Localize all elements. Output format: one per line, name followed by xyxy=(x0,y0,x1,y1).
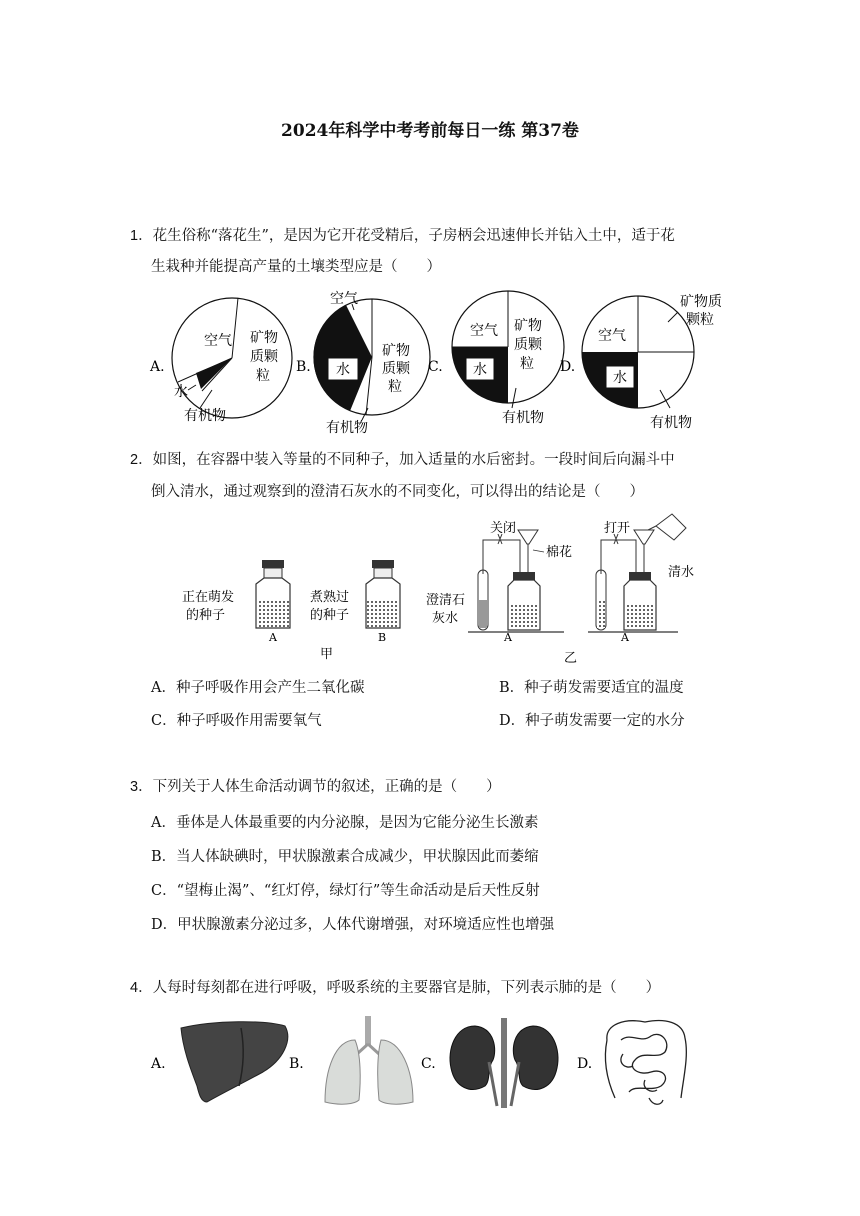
lungs-image xyxy=(325,1016,413,1104)
pie-c-mineral-2: 质颗 xyxy=(514,337,542,353)
q2-line1: 如图，在容器中装入等量的不同种子，加入适量的水后密封。一段时间后向漏斗中 xyxy=(152,452,675,468)
q2-option-d: D．种子萌发需要一定的水分 xyxy=(499,713,685,729)
label-boiled-1: 煮熟过 xyxy=(310,590,350,605)
pie-a-water: 水 xyxy=(174,384,188,400)
pie-a-mineral-3: 粒 xyxy=(256,368,270,384)
q1-line2: 生栽种并能提高产量的土壤类型应是（ ） xyxy=(151,259,441,275)
pie-d-mineral-1: 矿物质 xyxy=(680,294,722,310)
pie-a xyxy=(172,298,292,424)
bottle-a2-label: A xyxy=(504,631,512,644)
q2-option-b: B．种子萌发需要适宜的温度 xyxy=(499,680,684,696)
label-germinating-1: 正在萌发 xyxy=(182,590,235,605)
label-boiled-2: 的种子 xyxy=(310,608,350,623)
kidneys-image xyxy=(450,1018,558,1108)
q3-option-a: A．垂体是人体最重要的内分泌腺，是因为它能分泌生长激素 xyxy=(151,815,539,831)
bottle-a-group1 xyxy=(182,560,290,644)
bottle-a3-label: A xyxy=(621,631,629,644)
q3-stem xyxy=(130,772,501,802)
q4-organ-figures xyxy=(145,1010,705,1110)
q2-number: 2． xyxy=(130,452,153,468)
q3-option-d: D．甲状腺激素分泌过多，人体代谢增强，对环境适应性也增强 xyxy=(151,917,555,933)
pie-d xyxy=(582,293,722,431)
q2-option-c: C．种子呼吸作用需要氧气 xyxy=(151,713,322,729)
label-limewater-1: 澄清石 xyxy=(426,593,466,608)
q1-opt-d-label: D. xyxy=(560,359,576,375)
q2-line2: 倒入清水，通过观察到的澄清石灰水的不同变化，可以得出的结论是（ ） xyxy=(151,484,644,500)
pie-b-water: 水 xyxy=(336,362,350,378)
label-limewater-2: 灰水 xyxy=(432,611,459,626)
label-germinating-2: 的种子 xyxy=(186,608,226,623)
q1-opt-b-label: B. xyxy=(296,359,311,375)
q4-opt-c-label: C. xyxy=(421,1056,436,1072)
q4-line1: 人每时每刻都在进行呼吸，呼吸系统的主要器官是肺，下列表示肺的是（ ） xyxy=(152,980,661,996)
pie-a-mineral-2: 质颗 xyxy=(250,349,278,365)
pie-b-organic: 有机物 xyxy=(326,420,368,436)
q1-opt-c-label: C. xyxy=(428,359,443,375)
apparatus-open xyxy=(588,514,694,644)
pie-c-water: 水 xyxy=(473,362,487,378)
q1-line1: 花生俗称“落花生”，是因为它开花受精后，子房柄会迅速伸长并钻入土中，适于花 xyxy=(152,228,675,244)
q2-option-a: A．种子呼吸作用会产生二氧化碳 xyxy=(151,680,365,696)
q3-option-c: C．“望梅止渴”、“红灯停，绿灯行”等生命活动是后天性反射 xyxy=(151,883,540,899)
bottle-a-label: A xyxy=(269,631,277,644)
q4-number: 4． xyxy=(130,980,153,996)
label-cotton: 棉花 xyxy=(546,545,573,560)
pie-c-mineral-3: 粒 xyxy=(520,356,534,372)
q1-stem-line1 xyxy=(130,221,675,251)
pie-d-water: 水 xyxy=(613,370,627,386)
q1-number: 1． xyxy=(130,228,153,244)
q4-opt-b-label: B. xyxy=(289,1056,304,1072)
q3-option-b: B．当人体缺碘时，甲状腺激素合成减少，甲状腺因此而萎缩 xyxy=(151,849,539,865)
page-title: 2024年科学中考考前每日一练 第37卷 xyxy=(281,121,579,141)
pie-a-organic: 有机物 xyxy=(184,408,226,424)
label-closed: 关闭 xyxy=(490,521,517,536)
q4-stem xyxy=(130,973,660,1003)
apparatus-closed xyxy=(426,520,572,644)
label-clear-water: 清水 xyxy=(668,565,695,580)
q1-opt-a-label: A. xyxy=(150,359,165,375)
pie-b xyxy=(313,290,430,436)
intestine-image xyxy=(605,1021,686,1105)
pie-d-air: 空气 xyxy=(598,328,626,344)
q1-pie-figures xyxy=(140,290,722,436)
pie-b-air: 空气 xyxy=(330,291,358,307)
label-open: 打开 xyxy=(604,521,631,536)
pie-c-mineral-1: 矿物 xyxy=(514,318,542,334)
group-jia-label: 甲 xyxy=(320,647,334,662)
pie-d-organic: 有机物 xyxy=(650,415,692,431)
pie-a-air: 空气 xyxy=(204,333,232,349)
pie-c xyxy=(452,291,564,426)
q3-number: 3． xyxy=(130,779,153,795)
q3-line1: 下列关于人体生命活动调节的叙述，正确的是（ ） xyxy=(152,779,501,795)
pie-d-mineral-2: 颗粒 xyxy=(686,312,714,328)
q4-opt-a-label: A. xyxy=(151,1056,166,1072)
group-yi-label: 乙 xyxy=(564,651,578,666)
pie-a-mineral-1: 矿物 xyxy=(250,330,278,346)
pie-b-mineral-3: 粒 xyxy=(388,379,402,395)
pie-c-air: 空气 xyxy=(470,323,498,339)
bottle-b-group1 xyxy=(310,560,400,644)
pie-b-mineral-1: 矿物 xyxy=(382,343,410,359)
liver-image xyxy=(181,1022,288,1102)
pie-b-mineral-2: 质颗 xyxy=(382,361,410,377)
bottle-b-label: B xyxy=(378,631,387,644)
q4-opt-d-label: D. xyxy=(577,1056,593,1072)
q2-stem-line1 xyxy=(130,445,675,475)
pie-c-organic: 有机物 xyxy=(502,410,544,426)
q2-apparatus-figure xyxy=(178,512,698,670)
